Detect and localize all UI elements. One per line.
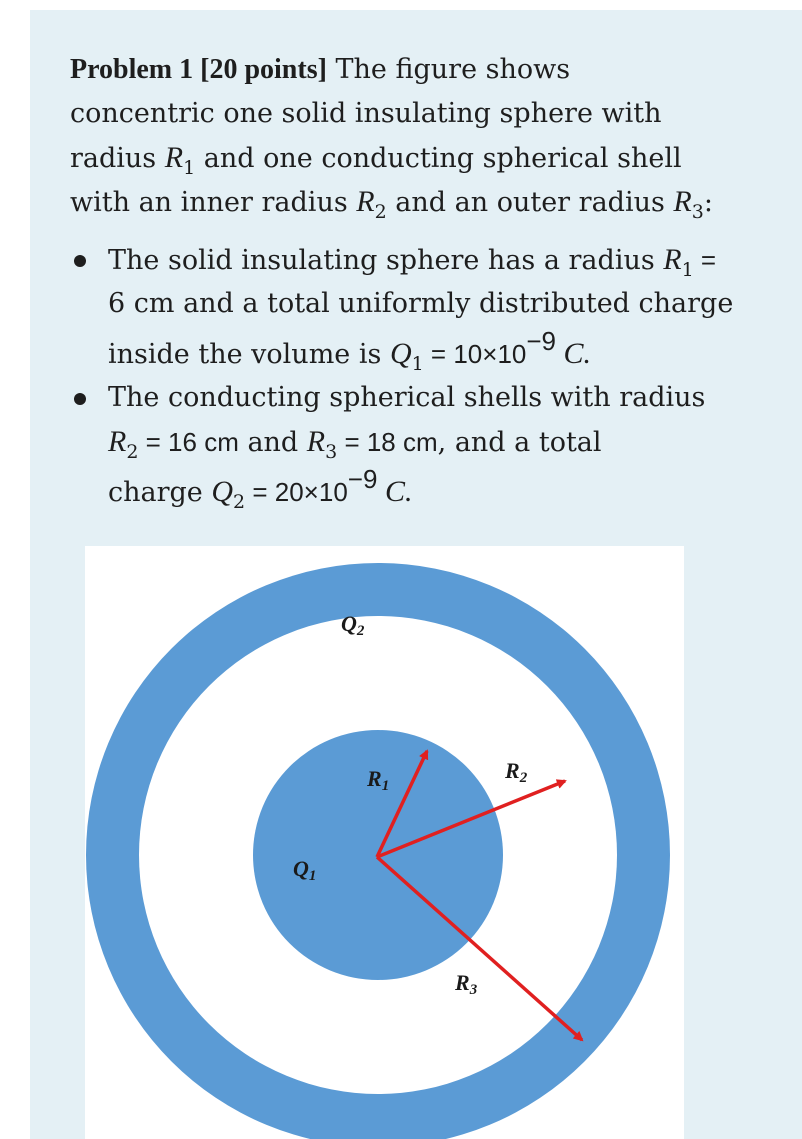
bullet-item-2 <box>70 376 790 514</box>
radius-value: = 16 cm <box>138 427 239 457</box>
var-r3: R <box>306 425 326 458</box>
problem-line-1 <box>70 48 790 92</box>
problem-line-3 <box>70 136 790 180</box>
var-r1: R <box>164 141 184 174</box>
bullet-1-line-3 <box>108 326 790 376</box>
bullet-text: , and a total <box>437 427 602 458</box>
var-r2: R <box>108 425 127 458</box>
label-r1: R1 <box>367 766 390 794</box>
problem-line-4 <box>70 180 790 224</box>
var-sub: 1 <box>183 157 196 179</box>
unit: C. <box>377 475 413 508</box>
label-r3: R3 <box>455 970 478 998</box>
problem-statement <box>70 48 790 224</box>
var-sub: 2 <box>374 201 387 223</box>
intro-text: The figure shows <box>335 54 571 85</box>
bullet-list <box>70 238 790 514</box>
bullet-1-line-2 <box>108 282 790 326</box>
label-q2: Q2 <box>341 611 365 639</box>
var-sub: 3 <box>325 441 338 463</box>
intro-text: concentric one solid insulating sphere with <box>70 98 662 129</box>
exponent: −9 <box>526 326 557 356</box>
bullet-text: The solid insulating sphere has a radius <box>108 245 664 276</box>
bullet-2-line-2 <box>108 420 790 464</box>
intro-text: radius <box>70 143 165 174</box>
figure-svg <box>85 546 684 1139</box>
var-q2: Q <box>211 475 234 508</box>
equals-sign: = <box>423 339 454 369</box>
unit: C. <box>556 337 592 370</box>
var-r2: R <box>356 185 375 218</box>
problem-heading: Problem 1 [20 points] <box>70 54 327 85</box>
bullet-text: The conducting spherical shells with radius <box>108 382 706 413</box>
label-r2: R2 <box>505 758 528 786</box>
problem-line-2 <box>70 92 790 136</box>
var-sub: 1 <box>411 353 424 375</box>
bullet-dot-icon <box>74 393 86 405</box>
bullet-text: 6 cm and a total uniformly distributed charge <box>108 288 734 319</box>
var-q1: Q <box>389 337 412 370</box>
var-r3: R <box>673 185 692 218</box>
charge-value: 20×10 <box>274 477 348 507</box>
bullet-2-line-3 <box>108 464 790 514</box>
intro-text: with an inner radius <box>70 187 357 218</box>
concentric-spheres-figure <box>85 546 684 1139</box>
bullet-text: and <box>238 427 307 458</box>
bullet-1-line-1 <box>108 238 790 282</box>
bullet-text: charge <box>108 477 212 508</box>
bullet-dot-icon <box>74 255 86 267</box>
var-sub: 2 <box>126 441 139 463</box>
var-sub: 2 <box>233 491 246 513</box>
var-r1: R <box>663 243 682 276</box>
intro-text: and one conducting spherical shell <box>195 143 682 174</box>
bullet-2-line-1 <box>108 376 790 420</box>
intro-text: : <box>703 187 713 218</box>
bullet-item-1 <box>70 238 790 376</box>
equals-sign: = <box>693 245 717 275</box>
var-sub: 3 <box>691 201 704 223</box>
equals-sign: = <box>245 477 275 507</box>
bullet-text: inside the volume is <box>108 339 390 370</box>
radius-value: = 18 cm <box>337 427 438 457</box>
var-sub: 1 <box>681 259 694 281</box>
intro-text: and an outer radius <box>386 187 674 218</box>
exponent: −9 <box>347 464 378 494</box>
label-q1: Q1 <box>293 856 317 884</box>
charge-value: 10×10 <box>453 339 527 369</box>
